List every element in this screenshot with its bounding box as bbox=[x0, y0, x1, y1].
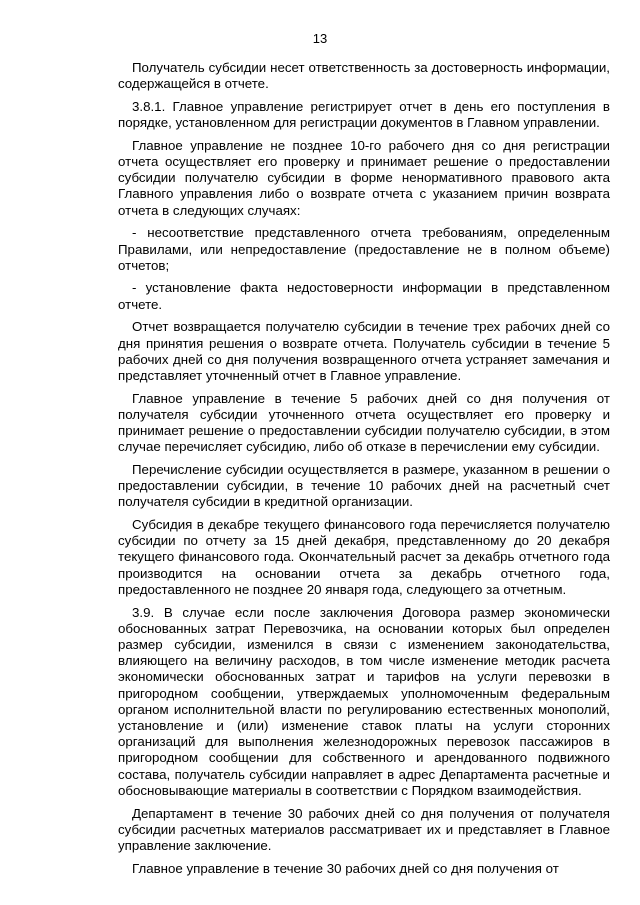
paragraph-main-directorate: Главное управление в течение 30 рабочих дней со дня получения от bbox=[132, 860, 559, 876]
document-body bbox=[118, 60, 610, 883]
paragraph-recheck: Главное управление в течение 5 рабочих дней со дня получения от получателя субсидии уточненного отчета осуществляет его проверку и принимает решение о предоставлении субсидии получателю субсидии, в этом случае перечисляет субсидию, либо об отказе в перечислении ему субсидии. bbox=[118, 390, 610, 455]
paragraph-return: Отчет возвращается получателю субсидии в течение трех рабочих дней со дня принятия решения о возврате отчета. Получатель субсидии в течение 5 рабочих дней со дня получения возвращенного отчета устраняет замечания и представляет уточненный отчет в Главное управление. bbox=[118, 319, 610, 383]
page-number: 13 bbox=[312, 31, 328, 46]
paragraph-transfer: Перечисление субсидии осуществляется в размере, указанном в решении о предоставлении субсидии, в течение 10 рабочих дней на расчетный счет получателя субсидии в кредитной организации. bbox=[118, 461, 610, 510]
paragraph-december: Субсидия в декабре текущего финансового года перечисляется получателю субсидии по отчету за 15 дней декабря, представленному до 20 декабря текущего финансового года. Окончательный расчет за декабрь отчетного года производится на основании отчета за декабрь отчетного года, предоставленного не позднее 20 января года, следующего за отчетным. bbox=[118, 517, 610, 597]
paragraph-case-noncompliance: - несоответствие представленного отчета требованиям, определенным Правилами, или непредоставление (предоставление не в полном объеме) отчетов; bbox=[118, 225, 610, 273]
paragraph-review: Главное управление не позднее 10-го рабочего дня со дня регистрации отчета осуществляет его проверку и принимает решение о предоставлении субсидии получателю субсидии в форме ненормативного правового акта Главного управления либо о возврате отчета с указанием причин возврата отчета в следующих случаях: bbox=[118, 137, 610, 218]
paragraph-responsibility: Получатель субсидии несет ответственность за достоверность информации, содержащейся в отчете. bbox=[118, 60, 610, 92]
paragraph-department: Департамент в течение 30 рабочих дней со дня получения от получателя субсидии расчетных материалов рассматривает их и представляет в Главное управление заключение. bbox=[118, 805, 610, 853]
paragraph-3-9: 3.9. В случае если после заключения Договора размер экономически обоснованных затрат Перевозчика, на основании которых был определен размер субсидии, изменился в связи с изменением законодательства, влияющего на величину расходов, в том числе изменение методик расчета экономически обоснованных затрат и тарифов на услуги перевозки в пригородном сообщении, утверждаемых уполномоченным федеральным органом исполнительной власти по регулированию естественных монополий, установление и (или) изменение ставок платы на услуги сторонних организаций для выполнения железнодорожных перевозок пассажиров в пригородном сообщении для собственного и арендованного подвижного состава, получатель субсидии направляет в адрес Департамента расчетные и обосновывающие материалы в соответствии с Порядком взаимодействия. bbox=[118, 604, 610, 798]
paragraph-3-8-1: 3.8.1. Главное управление регистрирует отчет в день его поступления в порядке, установленном для регистрации документов в Главном управлении. bbox=[118, 98, 610, 131]
paragraph-case-unreliable: - установление факта недостоверности информации в представленном отчете. bbox=[118, 280, 610, 312]
